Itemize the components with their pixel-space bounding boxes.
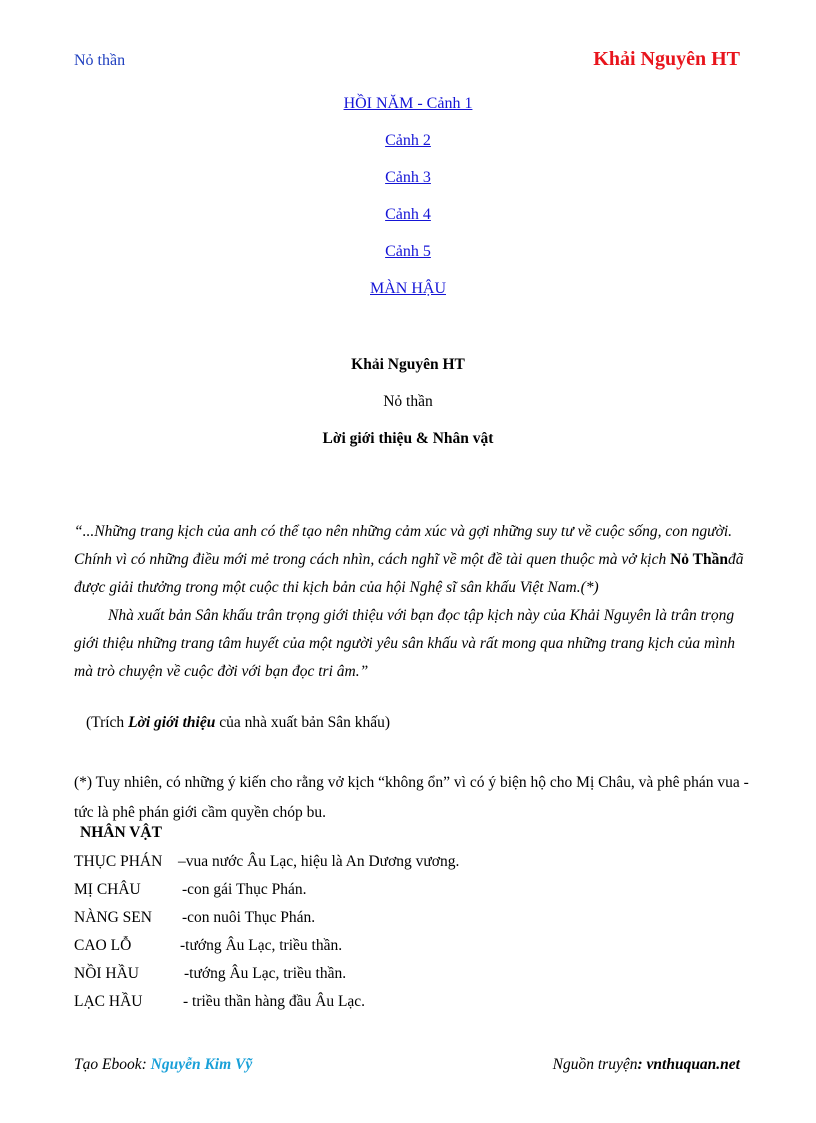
character-desc: -tướng Âu Lạc, triều thần. [180,937,343,954]
title-section: Lời giới thiệu & Nhân vật [322,430,494,447]
character-desc: - triều thần hàng đầu Âu Lạc. [183,993,366,1010]
character-row [74,853,459,871]
toc-link-canh-2[interactable]: Cảnh 2 [385,132,431,149]
character-row [74,937,342,955]
character-name: NÀNG SEN [74,909,152,926]
intro-p1-before: “...Những trang kịch của anh có thể tạo nên những cảm xúc và gợi những suy tư về cuộc sống, con người. Chính vì có những điều mới mẻ trong cách nhìn, cách nghĩ về một đề tài quen thuộc mà vở kịch [74,523,733,568]
character-desc: -tướng Âu Lạc, triều thần. [184,965,347,982]
intro-quote [74,518,754,686]
character-desc: -con gái Thục Phán. [182,881,307,898]
toc-link-canh-3[interactable]: Cảnh 3 [385,169,431,186]
citation-after: của nhà xuất bản Sân khấu) [215,714,391,731]
toc-link-canh-4[interactable]: Cảnh 4 [385,206,431,223]
citation-bold: Lời giới thiệu [128,714,216,731]
intro-paragraph-1 [74,518,754,602]
character-name: NỒI HẦU [74,965,140,982]
character-row [74,965,346,983]
character-name: THỤC PHÁN [74,853,163,870]
citation [86,714,390,732]
character-row [74,993,365,1011]
toc-link-man-hau[interactable]: MÀN HẬU [370,280,446,297]
characters-heading: NHÂN VẬT [80,824,162,841]
character-row [74,909,315,927]
character-name: LẠC HẦU [74,993,143,1010]
footer-ebook-credit [74,1056,252,1074]
footer-right-sep: : [637,1056,647,1073]
footer-source-site: vnthuquan.net [646,1056,740,1073]
character-name: CAO LỖ [74,937,132,954]
header-title: Nỏ thần [74,52,126,69]
intro-paragraph-2: Nhà xuất bản Sân khấu trân trọng giới thiệu với bạn đọc tập kịch này của Khải Nguyên là trân trọng giới thiệu những trang tâm huyết của một người yêu sân khấu và rất mong qua những trang kịch của mình mà trò chuyện về cuộc đời với bạn đọc tri âm.” [74,607,735,680]
footer-creator-name: Nguyễn Kim Vỹ [150,1056,253,1073]
character-row [74,881,307,899]
footnote: (*) Tuy nhiên, có những ý kiến cho rằng vở kịch “không ổn” vì có ý biện hộ cho Mị Châu, và phê phán vua -tức là phê phán giới cầm quyền chóp bu. [74,774,749,821]
character-desc: –vua nước Âu Lạc, hiệu là An Dương vương. [178,853,460,870]
header-author: Khải Nguyên HT [593,48,740,70]
footer-source [553,1056,740,1074]
footer-right-label: Nguồn truyện [552,1056,638,1073]
table-of-contents [0,94,816,316]
toc-link-hoi-nam[interactable]: HỒI NĂM - Cảnh 1 [343,95,473,112]
character-name: MỊ CHÂU [74,881,141,898]
intro-p1-after: đã được giải thưởng trong một cuộc thi kịch bản của hội Nghệ sĩ sân khấu Việt Nam.(*) [74,551,744,596]
title-author: Khải Nguyên HT [351,356,465,373]
title-work: Nỏ thần [383,393,433,410]
character-desc: -con nuôi Thục Phán. [182,909,316,926]
toc-link-canh-5[interactable]: Cảnh 5 [385,243,431,260]
footer-left-sep: : [141,1056,151,1073]
intro-p1-bold: Nỏ Thần [670,551,728,568]
footer-left-label: Tạo Ebook [74,1056,142,1073]
citation-before: (Trích [86,714,129,731]
